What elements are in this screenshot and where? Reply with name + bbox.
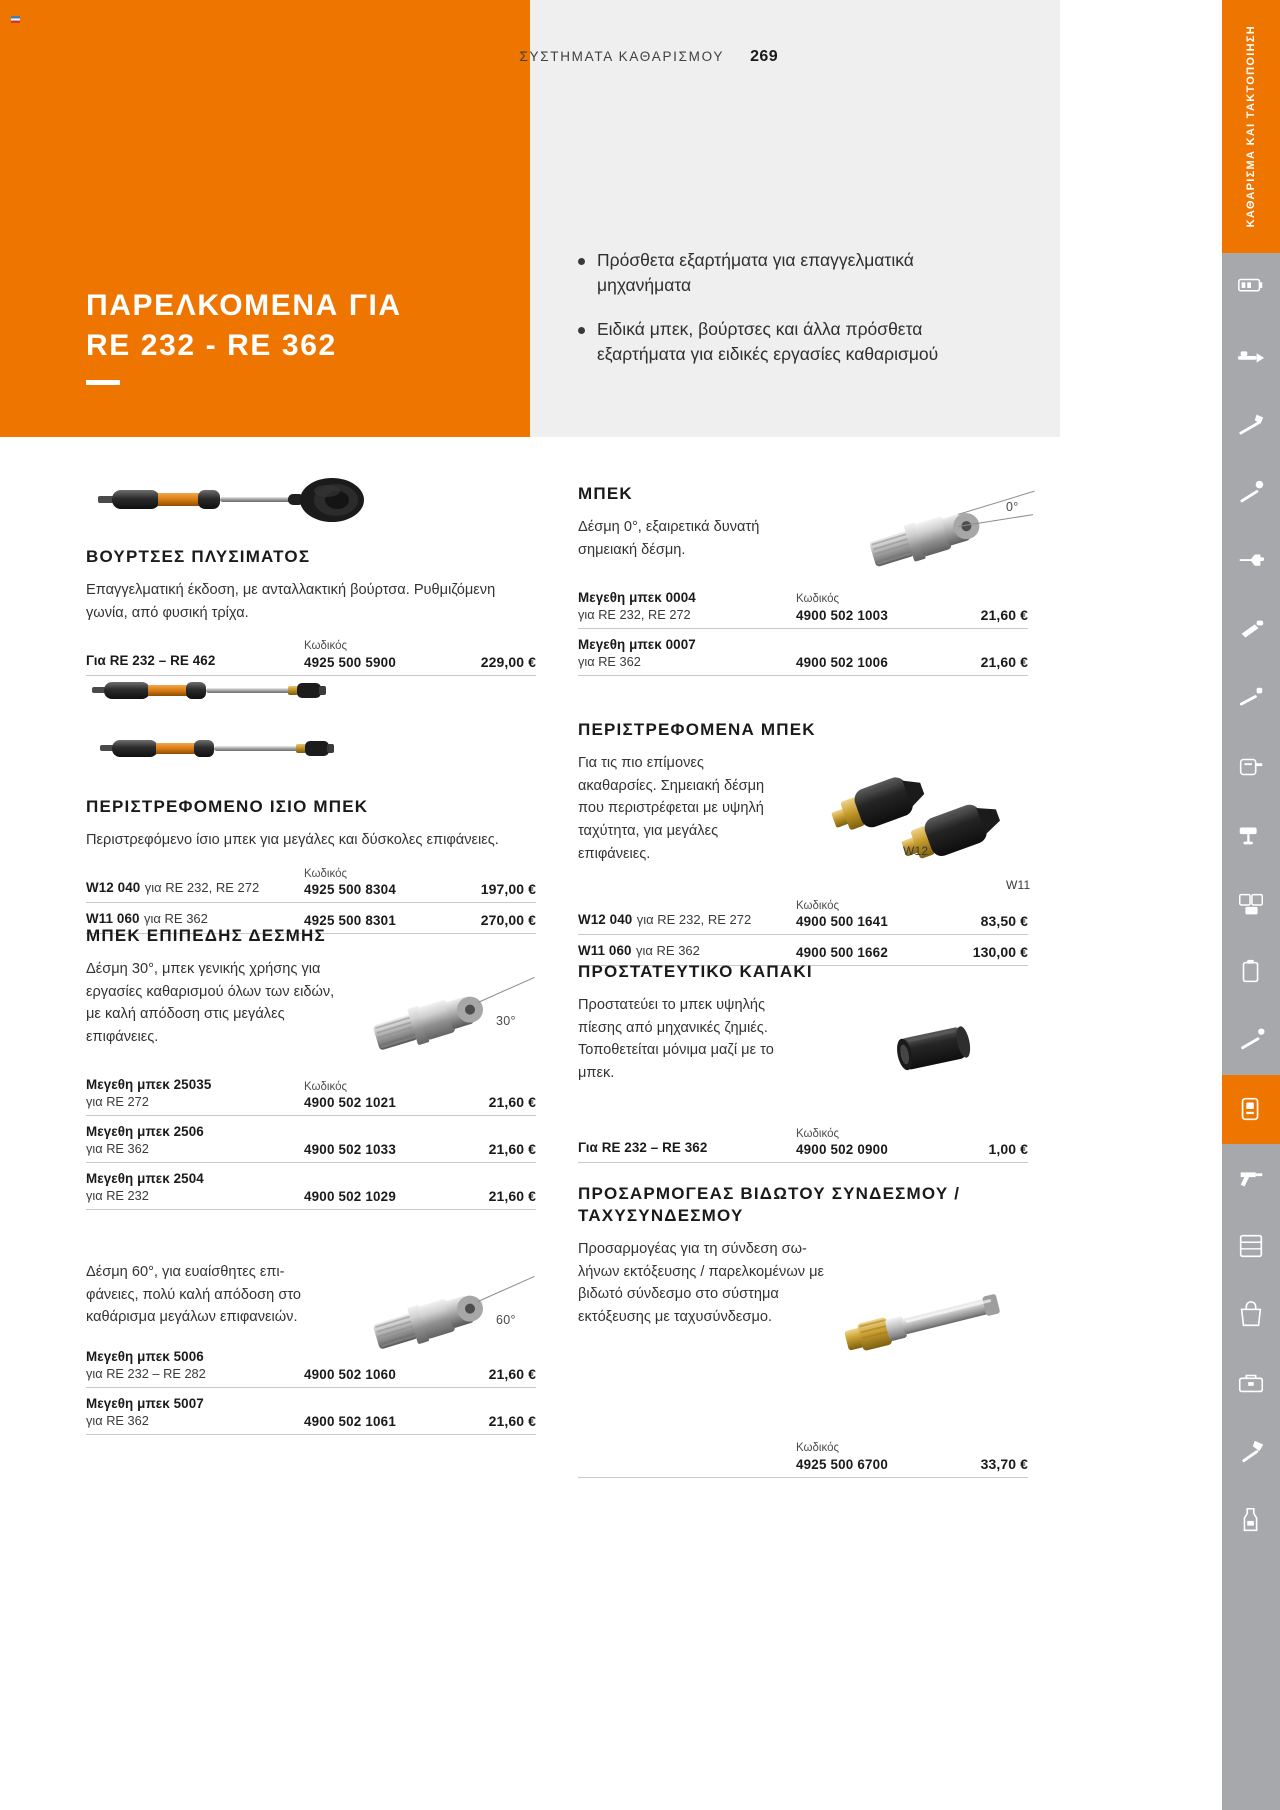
product-name-cell xyxy=(578,942,796,960)
product-price-cell xyxy=(954,1440,1028,1471)
section-description: Επαγγελματική έκδοση, με ανταλλακτική βούρτσα. Ρυθμιζόμενη γωνία, από φυσική τρίχα. xyxy=(86,582,496,621)
angle-label: 30° xyxy=(496,1014,516,1029)
product-code: 4900 502 1060 xyxy=(304,1366,396,1382)
price-table xyxy=(578,573,1028,675)
sidebar-item-sprayer[interactable] xyxy=(1222,596,1280,665)
section-description: Προσαρμογέας για τη σύνδεση σω-λήνων εκτόξευσης / παρελκομένων με βιδωτό σύνδεσμο στο σύστημα εκτόξευσης με ταχυσύνδεσμο. xyxy=(578,1241,824,1326)
product-name-cell xyxy=(86,1395,304,1429)
product-code: 4900 502 1003 xyxy=(796,607,888,623)
code-column-header: Κωδικός xyxy=(796,1442,840,1455)
product-code: 4925 500 5900 xyxy=(304,654,396,670)
product-name-sub: για RE 232 – RE 282 xyxy=(86,1365,206,1381)
table-row xyxy=(578,896,1028,935)
sidebar-item-gun[interactable] xyxy=(1222,1144,1280,1213)
product-name-strong: Μεγεθη μπεκ 0007 xyxy=(578,636,696,652)
part-label-w12: W12 xyxy=(903,844,929,859)
sidebar-item-hammer[interactable] xyxy=(1222,1418,1280,1487)
sidebar-item-bottle[interactable] xyxy=(1222,1486,1280,1555)
table-row xyxy=(578,629,1028,676)
product-price: 21,60 € xyxy=(488,1365,536,1382)
product-code-cell xyxy=(796,945,954,960)
product-code-cell xyxy=(796,592,954,622)
product-name-cell xyxy=(578,896,796,929)
product-price: 21,60 € xyxy=(488,1412,536,1429)
product-price-cell xyxy=(462,866,536,897)
product-name-strong: Μεγεθη μπεκ 5007 xyxy=(86,1395,204,1411)
product-name-cell xyxy=(86,1348,304,1382)
cabinet-icon xyxy=(1236,1231,1266,1261)
chapter-tab-label: ΚΑΘΑΡΙΣΜΑ ΚΑΙ ΤΑΚΤΟΠΟΙΗΣΗ xyxy=(1244,25,1257,228)
price-table xyxy=(86,636,536,675)
product-price: 1,00 € xyxy=(988,1141,1028,1158)
table-row xyxy=(86,864,536,903)
product-code: 4900 502 1061 xyxy=(304,1413,396,1429)
product-section xyxy=(86,675,536,934)
product-code: 4925 500 8304 xyxy=(304,882,396,898)
product-name xyxy=(86,1076,304,1094)
product-section xyxy=(578,1183,1028,1478)
section-description: Δέσμη 0°, εξαιρετικά δυνατή σημειακή δέσμη. xyxy=(578,519,760,558)
section-body xyxy=(86,1261,536,1329)
product-name-strong: W11 060 xyxy=(86,911,140,927)
product-price-cell xyxy=(462,1079,536,1110)
product-name-strong: Για RE 232 – RE 462 xyxy=(86,652,216,668)
product-code: 4900 502 1029 xyxy=(304,1188,396,1204)
product-code-cell xyxy=(304,1080,462,1110)
price-table xyxy=(578,1124,1028,1163)
hero-panel xyxy=(0,0,530,437)
wash-brush-photo xyxy=(96,469,536,538)
product-price: 33,70 € xyxy=(980,1455,1028,1472)
section-title: ΜΠΕΚ ΕΠΙΠΕΔΗΣ ΔΕΣΜΗΣ xyxy=(86,926,326,945)
section-description: Περιστρεφόμενο ίσιο μπεκ για μεγάλες και δύσκολες επιφάνειες. xyxy=(86,832,499,849)
product-name-strong: W12 040 xyxy=(578,912,633,928)
wand-icon xyxy=(1236,1026,1266,1056)
sidebar-item-nozzle[interactable] xyxy=(1222,459,1280,528)
price-table xyxy=(578,1440,1028,1477)
product-name-strong: W12 040 xyxy=(86,880,141,896)
product-name-light: για RE 362 xyxy=(636,943,700,959)
product-name xyxy=(86,1123,304,1141)
product-price-cell xyxy=(462,1141,536,1157)
hero-underline xyxy=(86,380,120,385)
pole-pruner-icon xyxy=(1236,341,1266,371)
code-column-header: Κωδικός xyxy=(796,593,840,606)
table-row xyxy=(578,1440,1028,1477)
product-price: 21,60 € xyxy=(488,1093,536,1110)
brush-icon xyxy=(1236,409,1266,439)
sidebar-item-cleaner[interactable] xyxy=(1222,733,1280,802)
pressure-washer-icon xyxy=(1236,1094,1266,1124)
protective-cap-photo xyxy=(880,1014,990,1087)
sidebar-icon-list xyxy=(1222,253,1280,1555)
lance-icon xyxy=(1236,683,1266,713)
product-price: 270,00 € xyxy=(480,912,536,929)
product-price-cell xyxy=(462,1188,536,1204)
gun-icon xyxy=(1236,1163,1266,1193)
product-price: 21,60 € xyxy=(980,606,1028,623)
price-table xyxy=(86,1061,536,1210)
product-name-cell xyxy=(86,864,304,897)
product-name-sub: για RE 362 xyxy=(578,653,641,669)
table-row xyxy=(86,1388,536,1435)
page-header xyxy=(519,48,778,66)
product-name-light: για RE 232, RE 272 xyxy=(636,912,752,928)
section-description: Προστατεύει το μπεκ υψηλής πίεσης από μηχανικές ζημιές. Τοποθετείται μόνιμα μαζί με το μπεκ. xyxy=(578,997,774,1081)
hammer-icon xyxy=(1236,1437,1266,1467)
main-content xyxy=(0,437,1060,1810)
table-row xyxy=(86,1163,536,1210)
product-section xyxy=(578,483,1028,676)
product-code-cell xyxy=(796,899,954,929)
product-name-sub: για RE 362 xyxy=(86,1412,149,1428)
code-column-header: Κωδικός xyxy=(796,1128,840,1141)
product-code: 4900 500 1641 xyxy=(796,914,888,930)
product-name xyxy=(86,1395,304,1413)
roller-icon xyxy=(1236,820,1266,850)
product-code: 4925 500 8301 xyxy=(304,913,396,929)
sidebar-item-brush[interactable] xyxy=(1222,390,1280,459)
product-section xyxy=(86,1261,536,1435)
rotating-straight-nozzle-photo xyxy=(90,675,536,790)
surface-cleaner-icon xyxy=(1236,889,1266,919)
sidebar-item-wand[interactable] xyxy=(1222,1007,1280,1076)
bullet-dot-icon xyxy=(578,327,585,334)
product-price-cell xyxy=(462,638,536,669)
flat-beam-nozzle-30-photo xyxy=(358,976,508,1073)
bullet-text: Πρόσθετα εξαρτήματα για επαγγελματικά μηχανήματα xyxy=(597,250,914,296)
product-name-strong: Για RE 232 – RE 362 xyxy=(578,1140,708,1156)
product-price-cell xyxy=(954,898,1028,929)
sprayer-icon xyxy=(1236,615,1266,645)
product-name-strong: Μεγεθη μπεκ 25035 xyxy=(86,1076,212,1092)
product-price-cell xyxy=(954,1126,1028,1157)
battery-icon xyxy=(1236,272,1266,302)
product-name xyxy=(86,879,304,897)
bag-icon xyxy=(1236,1300,1266,1330)
product-name xyxy=(86,652,304,670)
product-name-light: για RE 232, RE 272 xyxy=(144,880,260,896)
chapter-sidebar xyxy=(1222,0,1280,1810)
product-name-strong: W11 060 xyxy=(578,943,632,959)
product-code-cell xyxy=(304,639,462,669)
product-name-strong: Μεγεθη μπεκ 5006 xyxy=(86,1348,204,1364)
sidebar-item-pressure-washer[interactable] xyxy=(1222,1075,1280,1144)
product-price: 21,60 € xyxy=(980,653,1028,670)
part-label-w11: W11 xyxy=(1006,878,1031,893)
product-section xyxy=(86,925,536,1210)
blower-icon xyxy=(1236,546,1266,576)
section-body xyxy=(86,958,536,1048)
product-price: 21,60 € xyxy=(488,1140,536,1157)
print-mark-icon xyxy=(11,16,20,23)
product-name-cell xyxy=(578,1456,796,1471)
sidebar-item-canister[interactable] xyxy=(1222,938,1280,1007)
angle-label: 0° xyxy=(1006,500,1019,515)
product-code-cell xyxy=(304,867,462,897)
product-name-cell xyxy=(578,573,796,622)
product-name-sub: για RE 362 xyxy=(86,1140,149,1156)
product-code-cell xyxy=(304,1414,462,1429)
product-price: 229,00 € xyxy=(480,653,536,670)
section-title: ΠΕΡΙΣΤΡΕΦΟΜΕΝΟ ΙΣΙΟ ΜΠΕΚ xyxy=(86,797,369,816)
product-name-cell xyxy=(578,1124,796,1157)
sidebar-item-toolbox[interactable] xyxy=(1222,1349,1280,1418)
product-name-sub: για RE 232 xyxy=(86,1187,149,1203)
list-item xyxy=(578,248,998,299)
feature-bullet-list xyxy=(578,248,998,386)
product-code: 4900 500 1662 xyxy=(796,945,888,961)
product-name-strong: Μεγεθη μπεκ 2506 xyxy=(86,1123,204,1139)
section-body xyxy=(578,994,1028,1112)
flat-beam-nozzle-60-photo xyxy=(358,1275,508,1372)
sidebar-item-blower[interactable] xyxy=(1222,527,1280,596)
product-code-cell xyxy=(796,1127,954,1157)
page-number: 269 xyxy=(750,48,778,65)
chapter-tab[interactable] xyxy=(1222,0,1280,253)
section-title: ΒΟΥΡΤΣΕΣ ΠΛΥΣΙΜΑΤΟΣ xyxy=(86,547,311,566)
sidebar-item-cabinet[interactable] xyxy=(1222,1212,1280,1281)
section-title: ΠΡΟΣΤΑΤΕΥΤΙΚΟ ΚΑΠΑΚΙ xyxy=(578,962,813,981)
product-name-strong: Μεγεθη μπεκ 2504 xyxy=(86,1170,204,1186)
sidebar-item-battery[interactable] xyxy=(1222,253,1280,322)
section-body xyxy=(578,1238,1028,1428)
hero-title-line1: ΠΑΡΕΛΚΟΜΕΝΑ ΓΙΑ xyxy=(86,289,402,323)
code-column-header: Κωδικός xyxy=(796,900,840,913)
section-description: Για τις πιο επίμονες ακαθαρσίες. Σημειακή δέσμη που περιστρέφεται με υψηλή ταχύτητα, για μεγάλες επιφάνειες. xyxy=(578,755,765,862)
product-name-strong: Μεγεθη μπεκ 0004 xyxy=(578,589,696,605)
bottle-icon xyxy=(1236,1505,1266,1535)
product-name-cell xyxy=(86,636,304,669)
product-name-sub: για RE 272 xyxy=(86,1093,149,1109)
section-title: ΜΠΕΚ xyxy=(578,484,633,503)
toolbox-icon xyxy=(1236,1368,1266,1398)
product-name-cell xyxy=(578,636,796,670)
product-price-cell xyxy=(462,1413,536,1429)
sidebar-item-roller[interactable] xyxy=(1222,801,1280,870)
product-code: 4900 502 0900 xyxy=(796,1142,888,1158)
product-price: 21,60 € xyxy=(488,1187,536,1204)
product-code-cell xyxy=(304,1189,462,1204)
product-name xyxy=(578,636,796,654)
section-title: ΠΕΡΙΣΤΡΕΦΟΜΕΝΑ ΜΠΕΚ xyxy=(578,720,816,739)
top-band xyxy=(0,0,1060,437)
product-code-cell xyxy=(796,1441,954,1471)
sidebar-item-surface-cleaner[interactable] xyxy=(1222,870,1280,939)
product-price-cell xyxy=(954,654,1028,670)
sidebar-item-pole-pruner[interactable] xyxy=(1222,322,1280,391)
product-code-cell xyxy=(304,1142,462,1157)
price-table xyxy=(86,864,536,934)
table-row xyxy=(578,1124,1028,1163)
product-section xyxy=(86,469,536,676)
section-body xyxy=(578,752,1031,893)
product-section xyxy=(578,961,1028,1163)
cleaner-icon xyxy=(1236,752,1266,782)
table-row xyxy=(86,1116,536,1163)
product-code: 4900 502 1021 xyxy=(304,1094,396,1110)
product-name-sub: για RE 232, RE 272 xyxy=(578,606,691,622)
product-name-light: για RE 362 xyxy=(144,911,208,927)
product-name xyxy=(578,1139,796,1157)
product-price: 83,50 € xyxy=(980,913,1028,930)
section-description: Δέσμη 30°, μπεκ γενικής χρήσης για εργασίες καθαρισμού όλων των ειδών, με καλή απόδοση στις μεγάλες επιφάνειες. xyxy=(86,961,335,1045)
product-name xyxy=(86,1348,304,1366)
bullet-dot-icon xyxy=(578,258,585,265)
list-item xyxy=(578,317,998,368)
screw-quick-coupling-adapter-photo xyxy=(836,1284,1026,1361)
code-column-header: Κωδικός xyxy=(304,640,348,653)
product-price: 197,00 € xyxy=(480,881,536,898)
product-name xyxy=(578,911,796,929)
product-name xyxy=(578,942,796,960)
product-code: 4900 502 1033 xyxy=(304,1141,396,1157)
code-column-header: Κωδικός xyxy=(304,1080,348,1093)
sidebar-item-bag[interactable] xyxy=(1222,1281,1280,1350)
section-title: ΠΡΟΣΑΡΜΟΓΕΑΣ ΒΙΔΩΤΟΥ ΣΥΝΔΕΣΜΟΥ /ΤΑΧΥΣΥΝΔΕΣΜΟΥ xyxy=(578,1184,961,1226)
product-name-cell xyxy=(86,1061,304,1110)
product-price: 130,00 € xyxy=(972,944,1028,961)
product-name xyxy=(86,1170,304,1188)
table-row xyxy=(86,636,536,675)
nozzle-icon xyxy=(1236,478,1266,508)
canister-icon xyxy=(1236,957,1266,987)
product-name-cell xyxy=(86,1170,304,1204)
product-code-cell xyxy=(796,655,954,670)
product-name-cell xyxy=(86,1123,304,1157)
hero-title-line2: RE 232 - RE 362 xyxy=(86,329,337,363)
price-table xyxy=(578,896,1028,966)
product-code: 4925 500 6700 xyxy=(796,1456,888,1472)
code-column-header: Κωδικός xyxy=(304,867,348,880)
product-code: 4900 502 1006 xyxy=(796,654,888,670)
angle-label: 60° xyxy=(496,1313,516,1327)
product-section xyxy=(578,719,1031,966)
bullet-text: Ειδικά μπεκ, βούρτσες και άλλα πρόσθετα εξαρτήματα για ειδικές εργασίες καθαρισμού xyxy=(597,318,939,365)
product-price-cell xyxy=(954,944,1028,960)
breadcrumb: ΣΥΣΤΗΜΑΤΑ ΚΑΘΑΡΙΣΜΟΥ xyxy=(519,49,725,64)
product-price-cell xyxy=(954,591,1028,622)
rotating-nozzles-photo xyxy=(814,758,1014,883)
section-description: Δέσμη 60°, για ευαίσθητες επι-φάνειες, πολύ καλή απόδοση στο καθάρισμα μεγάλων επιφανειών. xyxy=(86,1264,302,1326)
hero-title-block xyxy=(86,286,490,385)
product-name xyxy=(578,589,796,607)
sidebar-item-lance[interactable] xyxy=(1222,664,1280,733)
section-body xyxy=(578,500,1028,561)
point-jet-nozzle-photo xyxy=(856,494,1006,585)
